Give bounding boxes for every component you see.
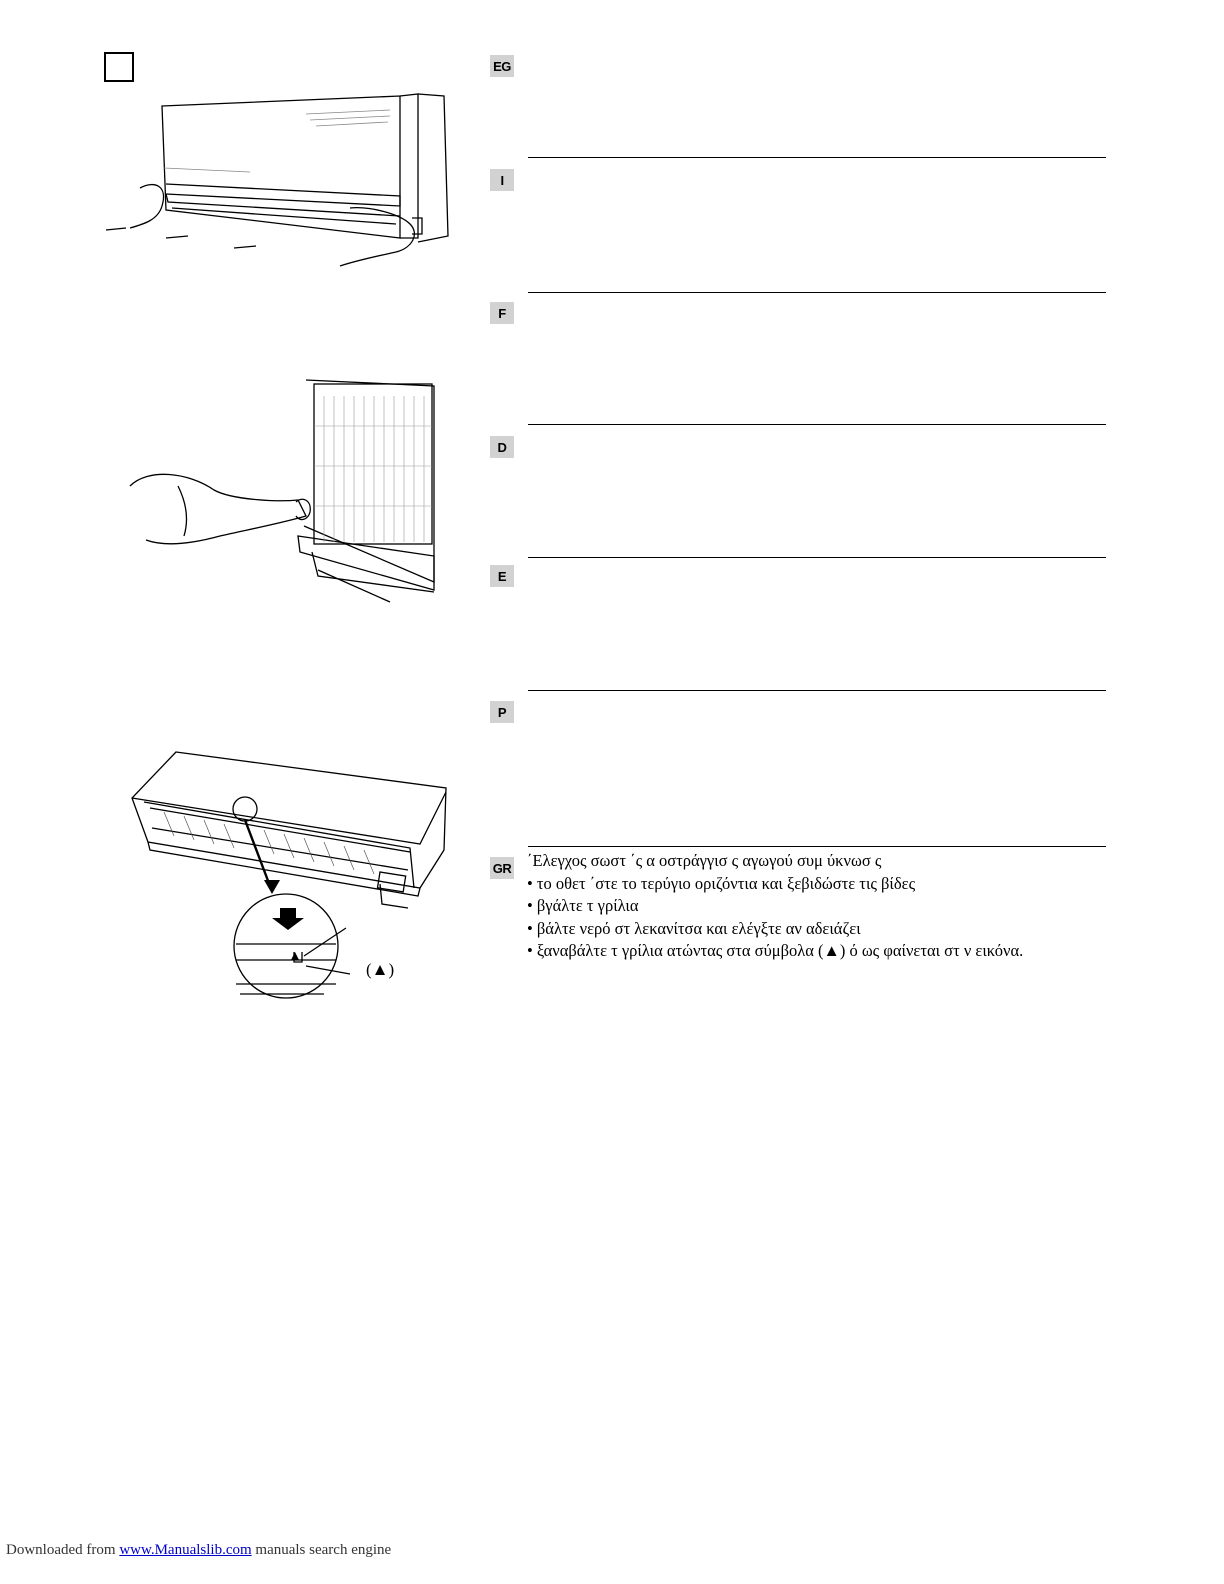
lang-tag-eg: EG — [490, 55, 514, 77]
illustration-refit-grille — [124, 748, 454, 1006]
footer-prefix: Downloaded from — [6, 1542, 116, 1558]
greek-bullet: • βάλτε νερό στ λεκανίτσα και ελέγξτε αν αδειάζει — [527, 918, 861, 938]
footer — [6, 1542, 391, 1559]
lang-tag-f: F — [490, 302, 514, 324]
greek-title: ΄Ελεγχος σωστ ΄ς α οστράγγισ ς αγωγού συμ ύκνωσ ς — [527, 851, 882, 870]
section-divider — [528, 846, 1106, 847]
lang-tag-i: I — [490, 169, 514, 191]
greek-bullet: • βγάλτε τ γρίλια — [527, 896, 639, 915]
marker-label: (▲) — [366, 960, 395, 979]
greek-instructions — [527, 850, 1117, 963]
section-divider — [528, 690, 1106, 691]
section-divider — [528, 157, 1106, 158]
lang-tag-e: E — [490, 565, 514, 587]
illustration-drain-pan — [128, 376, 438, 606]
section-divider — [528, 424, 1106, 425]
figure-step-box — [104, 52, 134, 82]
greek-bullet: • το οθετ ΄στε το τερύγιο οριζόντια και ξεβιδώστε τις βίδες — [527, 873, 916, 893]
section-divider — [528, 292, 1106, 293]
footer-suffix: manuals search engine — [255, 1542, 392, 1558]
lang-tag-gr: GR — [490, 857, 514, 879]
lang-tag-d: D — [490, 436, 514, 458]
illustration-remove-cover — [100, 88, 460, 280]
lang-tag-p: P — [490, 701, 514, 723]
manualslib-link[interactable]: www.Manualslib.com — [119, 1542, 252, 1558]
section-divider — [528, 557, 1106, 558]
greek-bullet: • ξαναβάλτε τ γρίλια ατώντας στα σύμβολα (▲) ό ως φαίνεται στ ν εικόνα. — [527, 941, 1024, 960]
